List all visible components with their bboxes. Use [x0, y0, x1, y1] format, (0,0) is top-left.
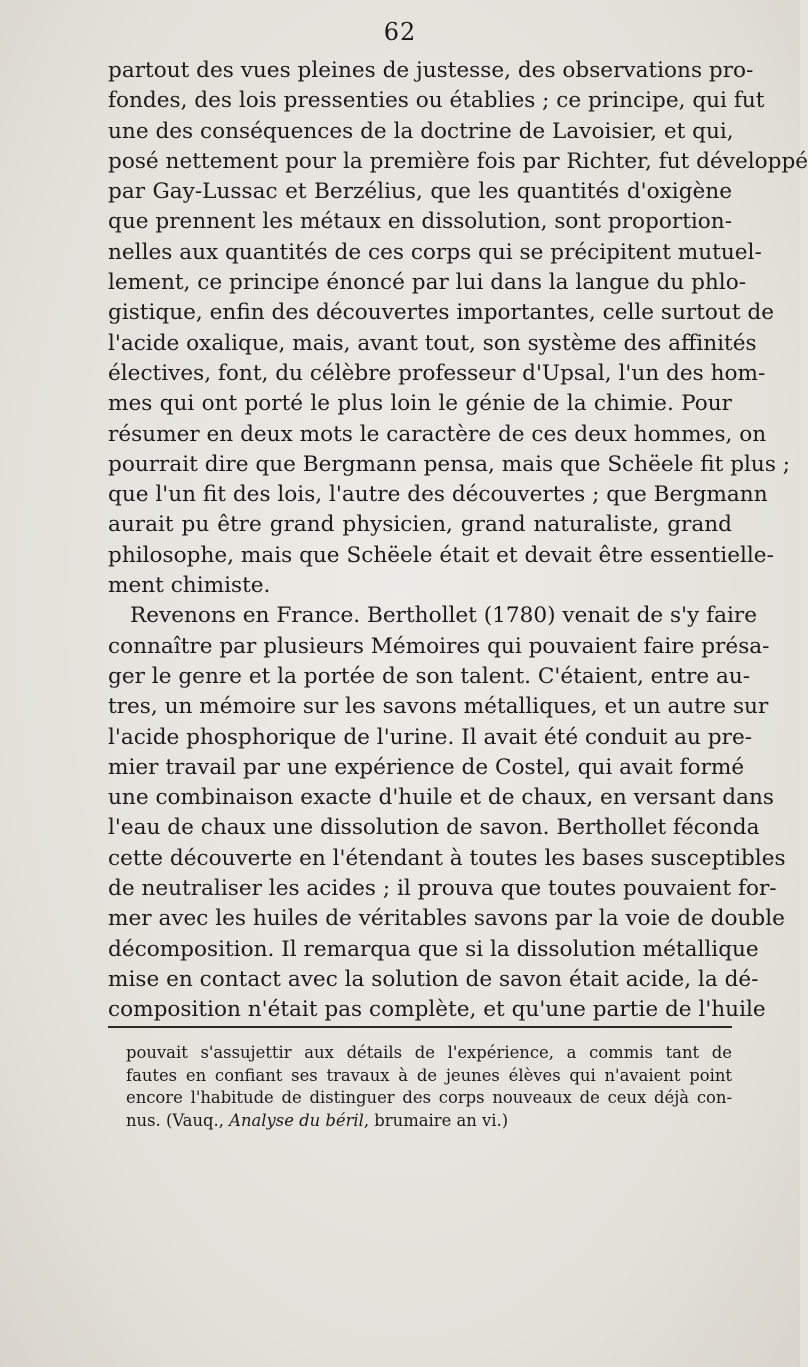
text-line: mise en contact avec la solution de savon était acide, la dé-	[108, 966, 759, 992]
footnote-text: nus. (Vauq.,	[126, 1110, 230, 1130]
text-line: l'acide oxalique, mais, avant tout, son système des affinités	[108, 330, 757, 356]
footnote-text: , brumaire an vi.)	[363, 1110, 509, 1130]
text-line: fondes, des lois pressenties ou établies ; ce principe, qui fut	[108, 88, 765, 114]
text-line: l'eau de chaux une dissolution de savon. Berthollet féconda	[108, 815, 760, 841]
text-line: mier travail par une expérience de Costel, qui avait formé	[108, 754, 745, 780]
text-line: décomposition. Il remarqua que si la dissolution métallique	[108, 936, 759, 962]
text-line: que prennent les métaux en dissolution, sont proportion-	[108, 209, 732, 235]
footnote-line-last	[126, 1110, 732, 1133]
text-line: une combinaison exacte d'huile et de chaux, en versant dans	[108, 785, 774, 811]
text-line: composition n'était pas complète, et qu'une partie de l'huile	[108, 997, 766, 1023]
text-line-paragraph-start: Revenons en France. Berthollet (1780) venait de s'y faire	[130, 603, 757, 629]
text-line: par Gay-Lussac et Berzélius, que les quantités d'oxigène	[108, 179, 732, 205]
text-line: pourrait dire que Bergmann pensa, mais que Schëele fit plus ;	[108, 451, 791, 477]
text-line: mer avec les huiles de véritables savons par la voie de double	[108, 906, 785, 932]
page-number: 62	[383, 18, 417, 46]
footnote	[126, 1042, 732, 1132]
text-line: de neutraliser les acides ; il prouva que toutes pouvaient for-	[108, 876, 777, 902]
text-line: cette découverte en l'étendant à toutes les bases susceptibles	[108, 845, 786, 871]
text-line: mes qui ont porté le plus loin le génie de la chimie. Pour	[108, 391, 732, 417]
text-line: connaître par plusieurs Mémoires qui pouvaient faire présa-	[108, 633, 770, 659]
footnote-line: fautes en confiant ses travaux à de jeunes élèves qui n'avaient point	[126, 1065, 732, 1085]
text-line: que l'un fit des lois, l'autre des découvertes ; que Bergmann	[108, 482, 768, 508]
text-line: l'acide phosphorique de l'urine. Il avait été conduit au pre-	[108, 724, 753, 750]
text-line: ment chimiste.	[108, 573, 271, 599]
text-line: nelles aux quantités de ces corps qui se précipitent mutuel-	[108, 239, 762, 265]
text-line: philosophe, mais que Schëele était et devait être essentielle-	[108, 542, 774, 568]
footnote-line: encore l'habitude de distinguer des corps nouveaux de ceux déjà con-	[126, 1088, 732, 1108]
text-line: gistique, enfin des découvertes importantes, celle surtout de	[108, 300, 774, 326]
footnote-citation-title: Analyse du béril	[229, 1110, 364, 1130]
text-line: aurait pu être grand physicien, grand naturaliste, grand	[108, 512, 732, 538]
footnote-divider	[108, 1026, 732, 1028]
body-text	[108, 56, 808, 1026]
text-line: posé nettement pour la première fois par Richter, fut développé	[108, 148, 808, 174]
text-line: résumer en deux mots le caractère de ces deux hommes, on	[108, 421, 767, 447]
text-line: lement, ce principe énoncé par lui dans la langue du phlo-	[108, 270, 746, 296]
text-line: électives, font, du célèbre professeur d'Upsal, l'un des hom-	[108, 360, 766, 386]
text-line: partout des vues pleines de justesse, des observations pro-	[108, 58, 754, 83]
text-line: une des conséquences de la doctrine de Lavoisier, et qui,	[108, 118, 734, 144]
footnote-line: pouvait s'assujettir aux détails de l'expérience, a commis tant de	[126, 1043, 732, 1062]
text-line: tres, un mémoire sur les savons métalliques, et un autre sur	[108, 694, 769, 720]
text-line: ger le genre et la portée de son talent. C'étaient, entre au-	[108, 663, 751, 689]
